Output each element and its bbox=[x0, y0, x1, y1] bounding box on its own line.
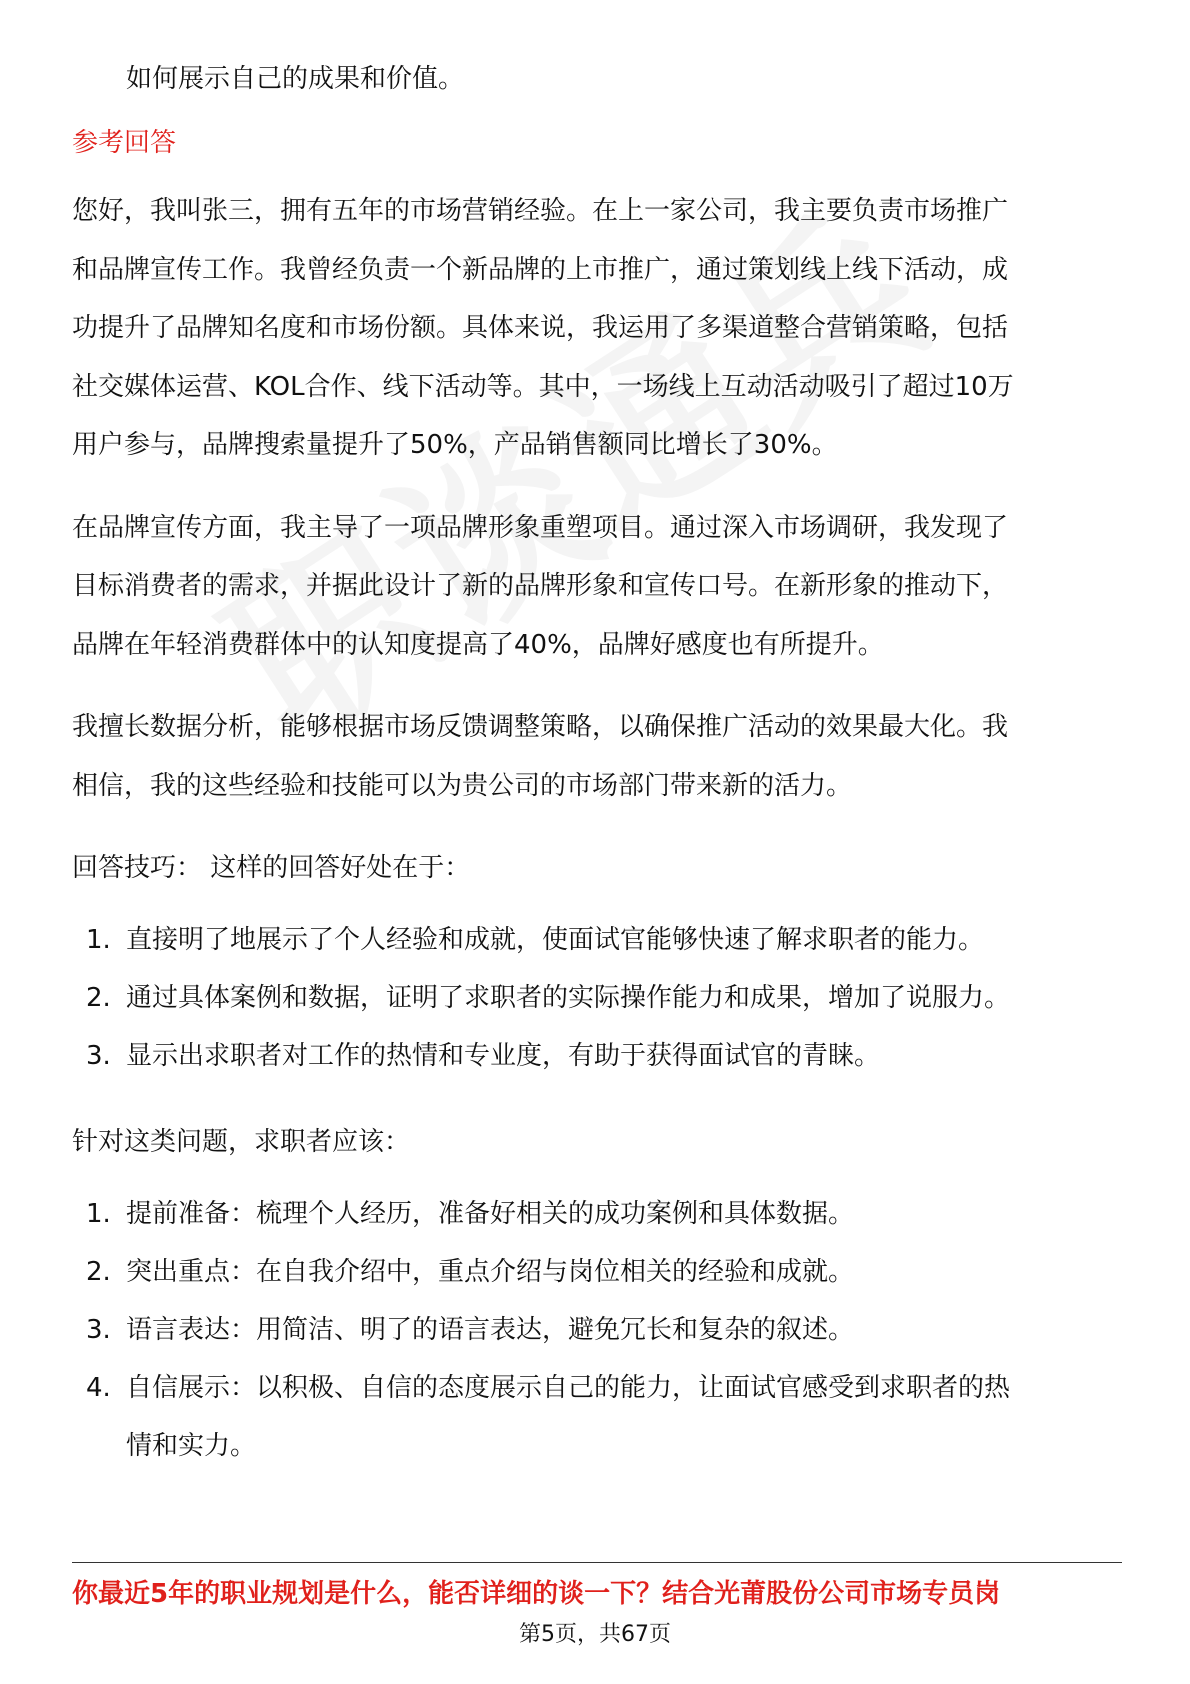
list-text: 语言表达：用简洁、明了的语言表达，避免冗长和复杂的叙述。 bbox=[126, 1315, 855, 1345]
paragraph-line: 相信，我的这些经验和技能可以为贵公司的市场部门带来新的活力。 bbox=[72, 770, 853, 801]
list-item bbox=[72, 1301, 1122, 1359]
paragraph-line: 我擅长数据分析，能够根据市场反馈调整策略，以确保推广活动的效果最大化。我 bbox=[72, 712, 1009, 742]
list-text-line: 自信展示：以积极、自信的态度展示自己的能力，让面试官感受到求职者的热 bbox=[126, 1373, 1011, 1403]
answer-paragraph-3 bbox=[72, 698, 1122, 815]
list-number: 3. bbox=[86, 1315, 111, 1345]
list-text-line: 情和实力。 bbox=[126, 1431, 257, 1461]
list-item bbox=[72, 1243, 1122, 1301]
list-number: 1. bbox=[86, 925, 111, 955]
list-number: 4. bbox=[86, 1373, 111, 1403]
list-item bbox=[72, 1185, 1122, 1243]
reference-answer-heading: 参考回答 bbox=[72, 128, 177, 158]
paragraph-line: 在品牌宣传方面，我主导了一项品牌形象重塑项目。通过深入市场调研，我发现了 bbox=[72, 512, 1009, 543]
page-content bbox=[72, 50, 1122, 1475]
tips-list bbox=[72, 911, 1122, 1085]
paragraph-line: 您好，我叫张三，拥有五年的市场营销经验。在上一家公司，我主要负责市场推广 bbox=[72, 196, 1009, 226]
page-number: 第5页，共67页 bbox=[519, 1622, 671, 1647]
list-number: 2. bbox=[86, 983, 111, 1013]
list-item bbox=[72, 969, 1122, 1027]
list-number: 1. bbox=[86, 1199, 111, 1229]
list-text: 突出重点：在自我介绍中，重点介绍与岗位相关的经验和成就。 bbox=[126, 1257, 855, 1287]
list-text: 直接明了地展示了个人经验和成就，使面试官能够快速了解求职者的能力。 bbox=[126, 925, 985, 955]
paragraph-line: 用户参与，品牌搜索量提升了50%，产品销售额同比增长了30%。 bbox=[72, 430, 838, 460]
answer-paragraph-2 bbox=[72, 499, 1122, 675]
paragraph-line: 社交媒体运营、KOL合作、线下活动等。其中，一场线上互动活动吸引了超过10万 bbox=[72, 371, 1014, 402]
tips-heading: 回答技巧： 这样的回答好处在于： bbox=[72, 853, 471, 883]
footer-divider bbox=[72, 1562, 1122, 1563]
list-text: 提前准备：梳理个人经历，准备好相关的成功案例和具体数据。 bbox=[126, 1199, 855, 1229]
advice-heading: 针对这类问题，求职者应该： bbox=[72, 1127, 411, 1157]
footer-next-question: 你最近5年的职业规划是什么，能否详细的谈一下？结合光莆股份公司市场专员岗 bbox=[72, 1579, 1001, 1609]
list-text bbox=[126, 1359, 1010, 1475]
list-number: 3. bbox=[86, 1041, 111, 1071]
list-number: 2. bbox=[86, 1257, 111, 1287]
intro-line: 如何展示自己的成果和价值。 bbox=[126, 64, 465, 94]
paragraph-line: 和品牌宣传工作。我曾经负责一个新品牌的上市推广，通过策划线上线下活动，成 bbox=[72, 254, 1009, 285]
list-text: 显示出求职者对工作的热情和专业度，有助于获得面试官的青睐。 bbox=[126, 1041, 881, 1071]
list-item bbox=[72, 1027, 1122, 1085]
list-item bbox=[72, 1359, 1122, 1475]
list-item bbox=[72, 911, 1122, 969]
list-text: 通过具体案例和数据，证明了求职者的实际操作能力和成果，增加了说服力。 bbox=[126, 983, 1011, 1013]
paragraph-line: 目标消费者的需求，并据此设计了新的品牌形象和宣传口号。在新形象的推动下， bbox=[72, 571, 1009, 601]
paragraph-line: 功提升了品牌知名度和市场份额。具体来说，我运用了多渠道整合营销策略，包括 bbox=[72, 313, 1009, 343]
answer-paragraph-1 bbox=[72, 182, 1122, 475]
advice-list bbox=[72, 1185, 1122, 1475]
paragraph-line: 品牌在年轻消费群体中的认知度提高了40%，品牌好感度也有所提升。 bbox=[72, 629, 884, 660]
